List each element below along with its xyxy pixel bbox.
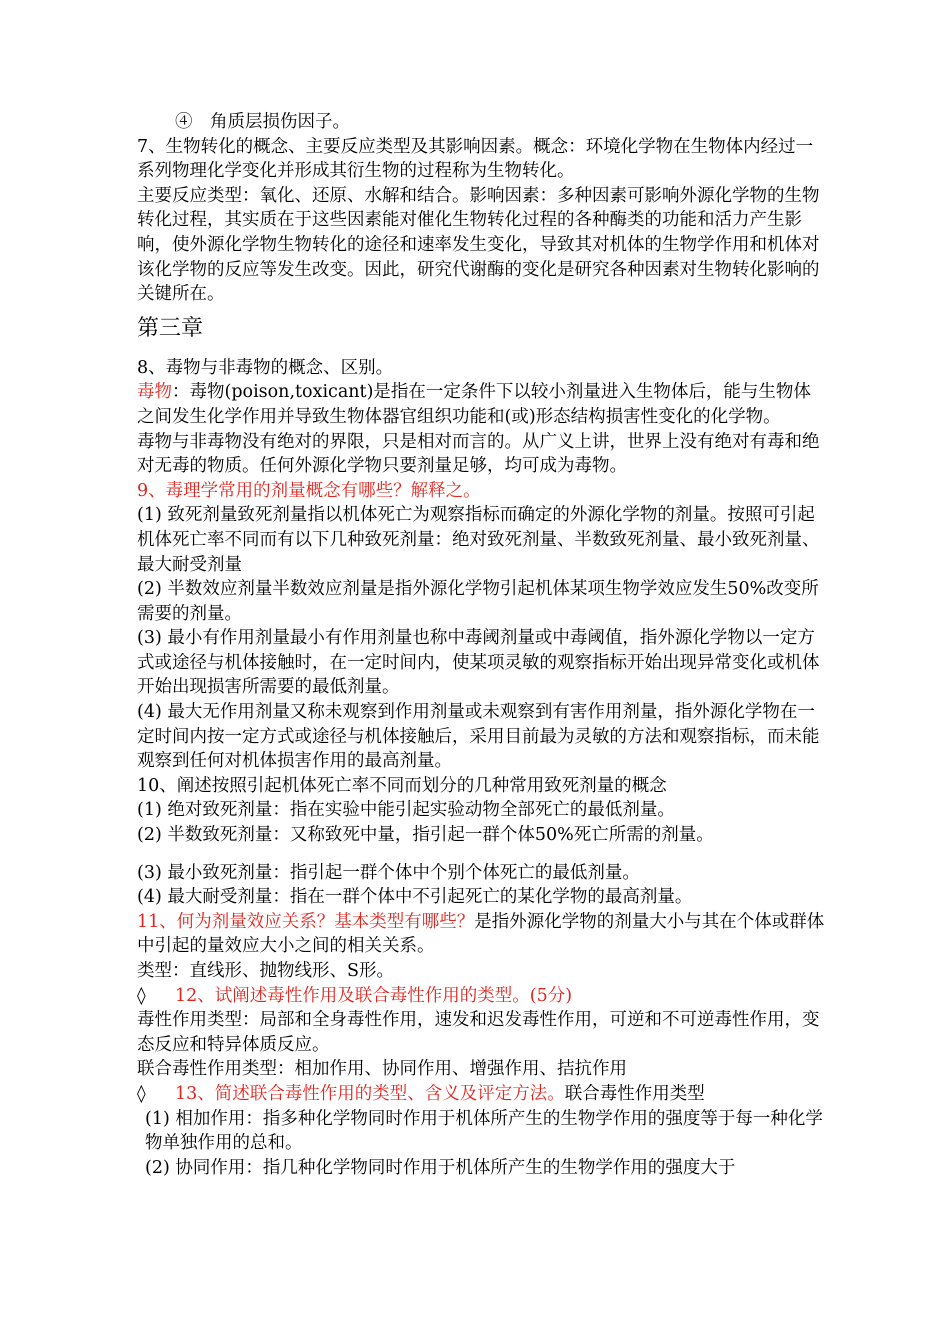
question-8-title: 8、毒物与非毒物的概念、区别。 xyxy=(137,357,394,378)
diamond-bullet-icon: ◊ xyxy=(137,1083,146,1104)
question-13-item-1: (1) 相加作用：指多种化学物同时作用于机体所产生的生物学作用的强度等于每一种化学物单独作用的总和。 xyxy=(145,1108,823,1154)
term-definition: ：毒物(poison,toxicant)是指在一定条件下以较小剂量进入生物体后，能与生物体之间发生化学作用并导致生物体器官组织功能和(或)形态结构损害性变化的化学物。 xyxy=(137,382,811,427)
question-11-types: 类型：直线形、抛物线形、S形。 xyxy=(137,961,394,981)
spacer xyxy=(137,848,827,861)
question-12-body-2: 联合毒性作用类型：相加作用、协同作用、增强作用、拮抗作用 xyxy=(137,1059,627,1080)
question-10-item-1: (1) 绝对致死剂量：指在实验中能引起实验动物全部死亡的最低剂量。 xyxy=(137,800,675,821)
chapter-heading: 第三章 xyxy=(137,315,204,341)
question-9-item-1: (1) 致死剂量致死剂量指以机体死亡为观察指标而确定的外源化学物的剂量。按照可引起机体死亡率不同而有以下几种致死剂量：绝对致死剂量、半数致死剂量、最小致死剂量、最大耐受剂量 xyxy=(137,505,820,575)
question-10-item-3: (3) 最小致死剂量：指引起一群个体中个别个体死亡的最低剂量。 xyxy=(137,862,640,883)
question-8-body: 毒物与非毒物没有绝对的界限，只是相对而言的。从广义上讲，世界上没有绝对有毒和绝对无毒的物质。任何外源化学物只要剂量足够，均可成为毒物。 xyxy=(137,431,820,477)
question-10-item-4: (4) 最大耐受剂量：指在一群个体中不引起死亡的某化学物的最高剂量。 xyxy=(137,887,693,908)
question-9-item-2: (2) 半数效应剂量半数效应剂量是指外源化学物引起机体某项生物学效应发生50%改变所需要的剂量。 xyxy=(137,579,819,624)
question-8-definition xyxy=(137,380,827,429)
question-9-item-4: (4) 最大无作用剂量又称未观察到作用剂量或未观察到有害作用剂量，指外源化学物在一定时间内按一定方式或途径与机体接触后，采用目前最为灵敏的方法和观察指标，而未能观察到任何对机体损害作用的最高剂量。 xyxy=(137,702,820,772)
term-label: 毒物 xyxy=(137,382,172,403)
question-13-title: 13、简述联合毒性作用的类型、含义及评定方法。 xyxy=(175,1083,565,1104)
list-item: ④ 角质层损伤因子。 xyxy=(175,112,350,132)
diamond-bullet-icon: ◊ xyxy=(137,985,146,1006)
question-12-body-1: 毒性作用类型：局部和全身毒性作用，速发和迟发毒性作用，可逆和不可逆毒性作用，变态反应和特异体质反应。 xyxy=(137,1010,820,1055)
question-12-title: 12、试阐述毒性作用及联合毒性作用的类型。(5分) xyxy=(175,985,573,1006)
question-13-tail: 联合毒性作用类型 xyxy=(564,1083,705,1104)
question-11-title: 11、何为剂量效应关系？基本类型有哪些？ xyxy=(137,911,475,932)
question-9-item-3: (3) 最小有作用剂量最小有作用剂量也称中毒阈剂量或中毒阈值，指外源化学物以一定方式或途径与机体接触时，在一定时间内，使某项灵敏的观察指标开始出现异常变化或机体开始出现损害所需要的最低剂量。 xyxy=(137,628,820,698)
question-11-definition: 是指外源化学物的剂量大小与其在个体或群体中引起的量效应大小之间的相关关系。 xyxy=(137,911,825,957)
question-11 xyxy=(137,910,827,959)
question-10-item-2: (2) 半数致死剂量：又称致死中量，指引起一群个体50%死亡所需的剂量。 xyxy=(137,825,714,846)
document-body xyxy=(137,110,827,1180)
question-13 xyxy=(137,1082,827,1107)
question-13-item-2: (2) 协同作用：指几种化学物同时作用于机体所产生的生物学作用的强度大于 xyxy=(145,1157,736,1178)
question-9-title: 9、毒理学常用的剂量概念有哪些？解释之。 xyxy=(137,480,481,501)
question-10-title: 10、阐述按照引起机体死亡率不同而划分的几种常用致死剂量的概念 xyxy=(137,775,667,796)
question-7-title: 7、生物转化的概念、主要反应类型及其影响因素。概念：环境化学物在生物体内经过一系列物理化学变化并形成其衍生物的过程称为生物转化。 xyxy=(137,136,814,182)
question-7-body: 主要反应类型：氧化、还原、水解和结合。影响因素：多种因素可影响外源化学物的生物转化过程，其实质在于这些因素能对催化生物转化过程的各种酶类的功能和活力产生影响，使外源化学物生物转化的途径和速率发生变化，导致其对机体的生物学作用和机体对该化学物的反应等发生改变。因此，研究代谢酶的变化是研究各种因素对生物转化影响的关键所在。 xyxy=(137,185,820,305)
question-12 xyxy=(137,984,827,1009)
